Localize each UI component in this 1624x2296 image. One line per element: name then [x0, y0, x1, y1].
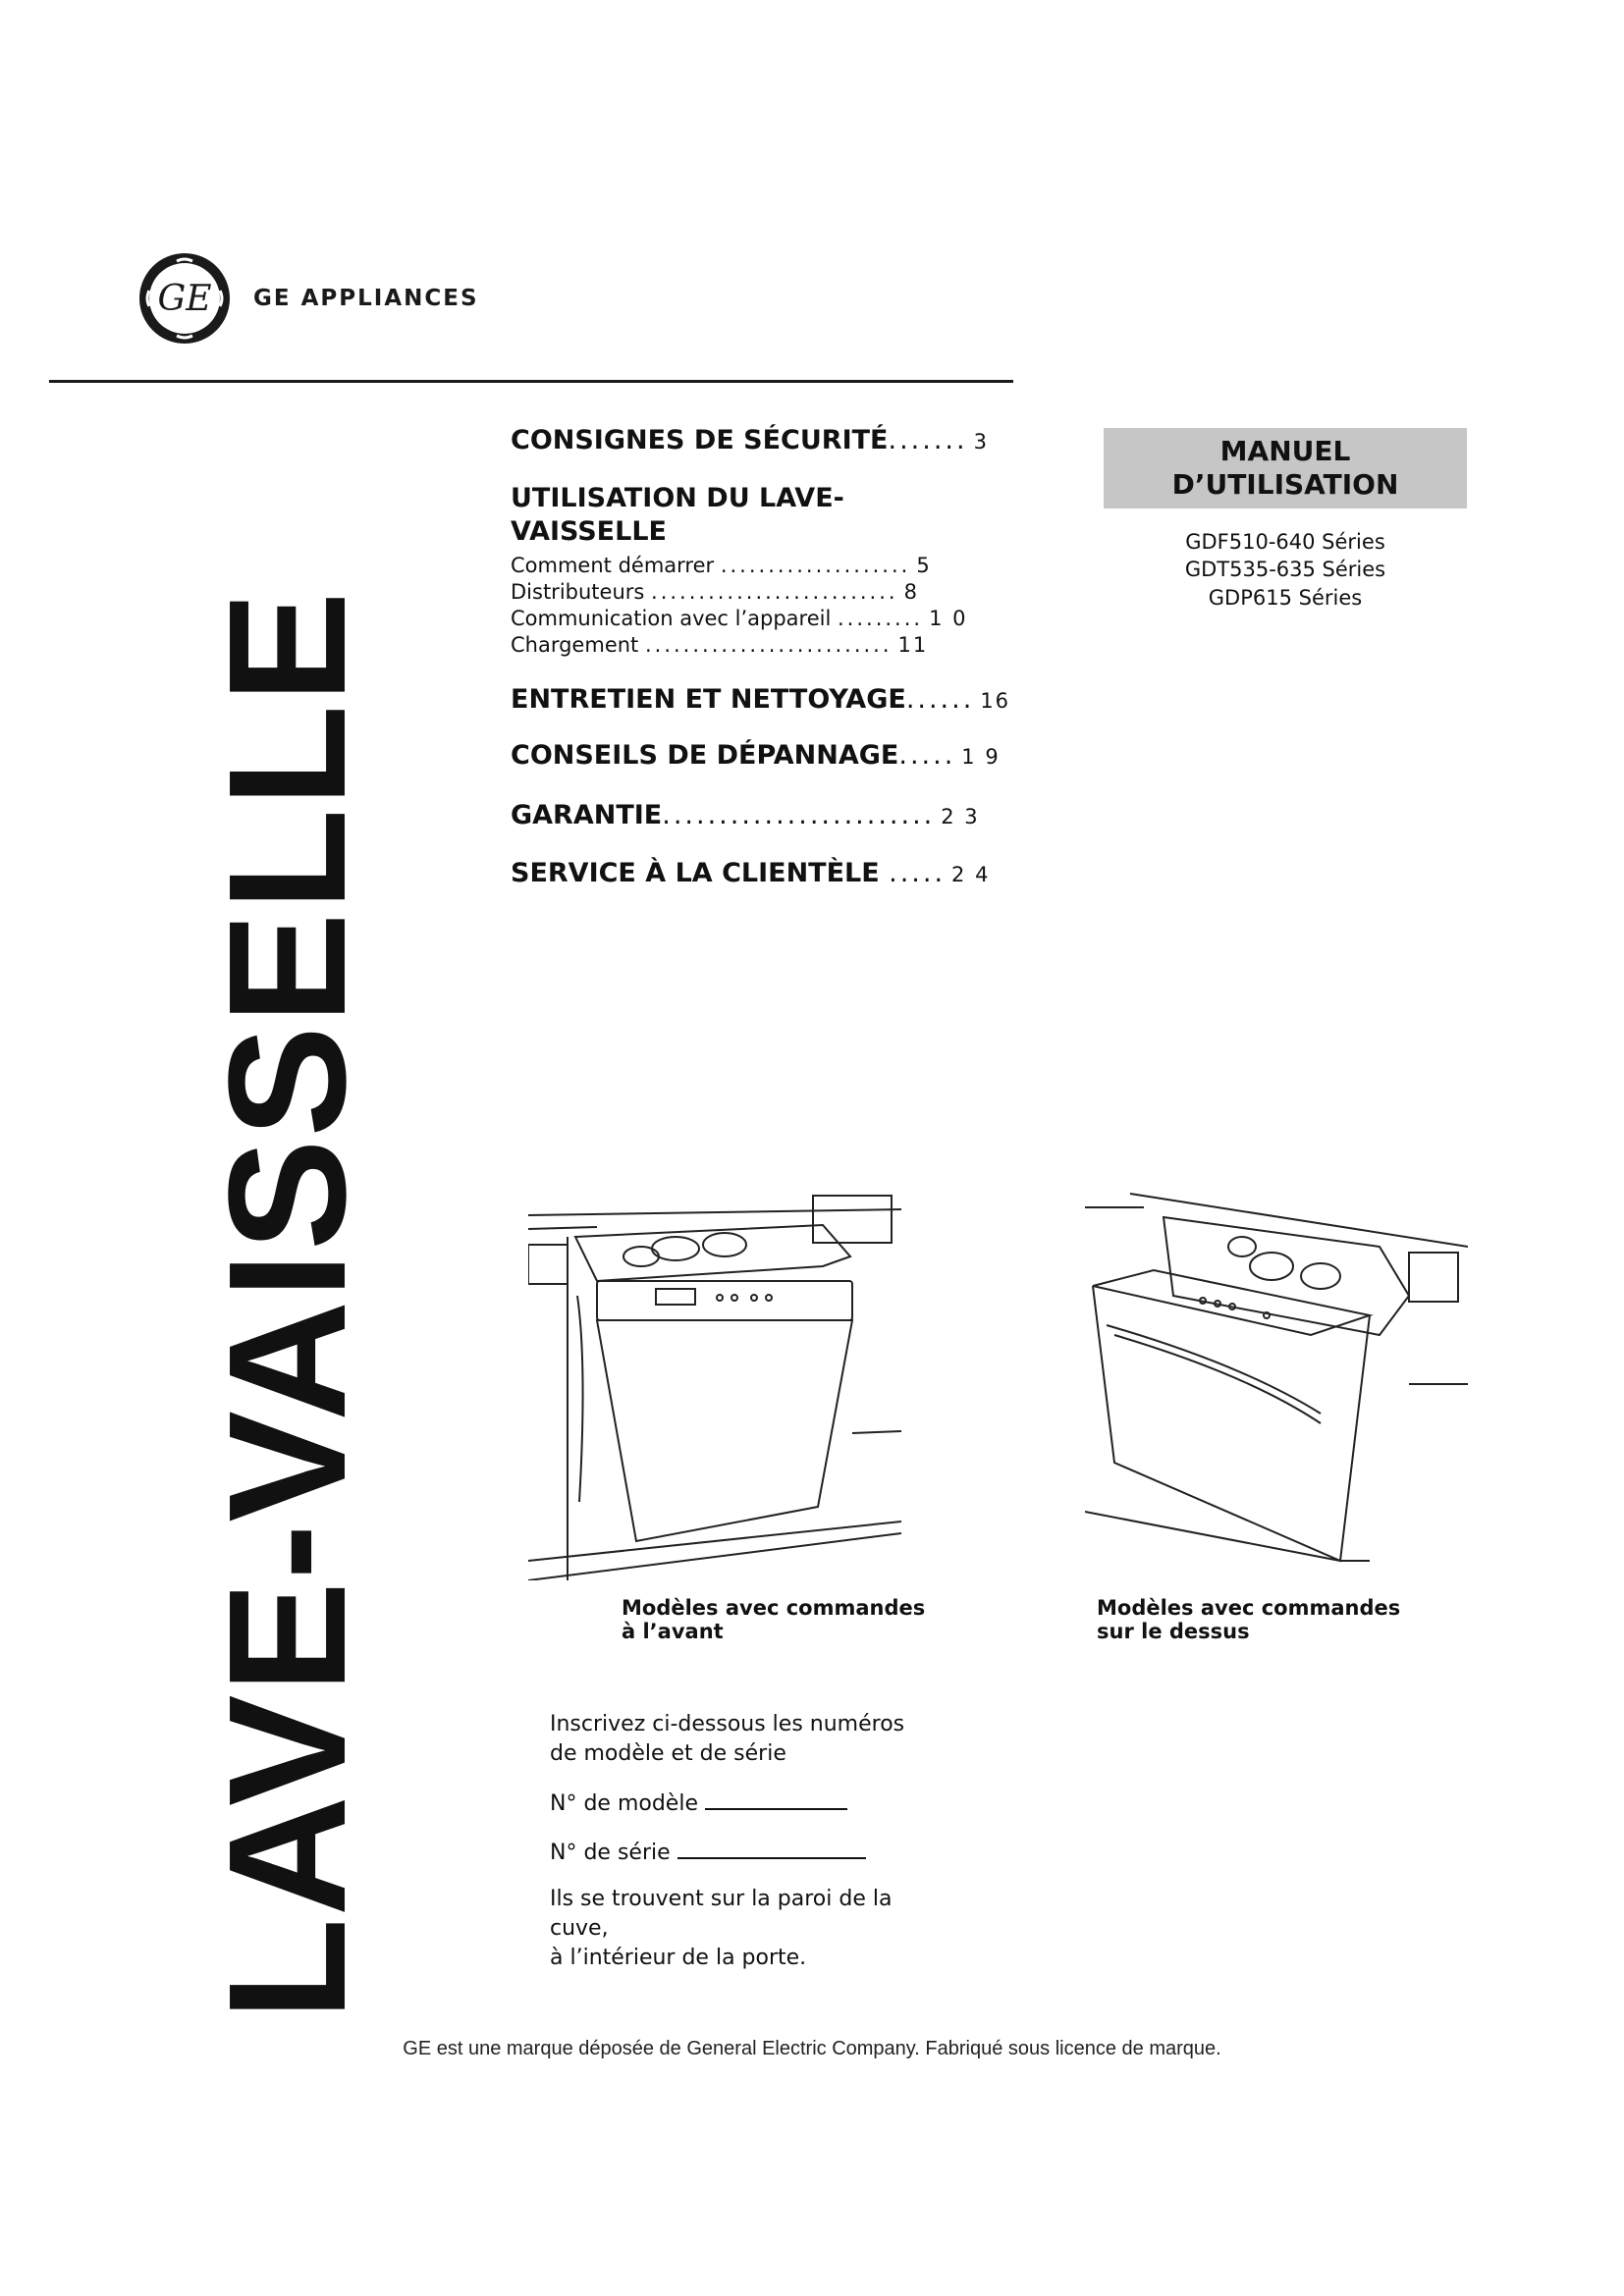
toc-page-number: 5	[916, 554, 932, 577]
serial-number-blank[interactable]	[677, 1836, 866, 1859]
toc-sub-label: Comment démarrer	[511, 554, 715, 577]
toc-page-number: 1 0	[929, 607, 968, 630]
brand-name: GE APPLIANCES	[253, 286, 479, 311]
toc-usage-line2: VAISSELLE	[511, 516, 667, 547]
toc-dots: ......	[905, 684, 975, 715]
location-line: à l’intérieur de la porte.	[550, 1946, 807, 1970]
toc-sub-item[interactable]	[511, 607, 967, 630]
front-controls-dishwasher-illustration	[528, 1188, 901, 1580]
toc-dots: ........................	[662, 800, 936, 830]
toc-warranty-label: GARANTIE	[511, 800, 663, 830]
toc-service-label: SERVICE À LA CLIENTÈLE	[511, 858, 880, 888]
serial-number-field[interactable]	[550, 1836, 866, 1868]
toc-page-number: 3	[973, 430, 989, 454]
manual-title-line1: MANUEL	[1219, 435, 1351, 467]
toc-maintenance[interactable]	[511, 684, 1010, 715]
ge-logo-icon	[137, 251, 232, 346]
vertical-title: LAVE-VAISSELLE	[194, 589, 381, 2020]
toc-safety-label: CONSIGNES DE SÉCURITÉ	[511, 425, 889, 455]
toc-sub-label: Distributeurs	[511, 580, 645, 604]
toc-page-number: 11	[897, 633, 929, 657]
model-number-field[interactable]	[550, 1787, 847, 1819]
toc-page-number: 8	[903, 580, 919, 604]
toc-page-number: 16	[980, 689, 1011, 713]
series-line: GDF510-640 Séries	[1185, 530, 1385, 554]
series-line: GDT535-635 Séries	[1184, 558, 1386, 581]
toc-troubleshooting[interactable]	[511, 740, 1001, 771]
toc-dots: .....	[889, 858, 947, 888]
caption-line: sur le dessus	[1097, 1620, 1250, 1643]
toc-page-number: 1 9	[961, 745, 1001, 769]
trademark-note: GE est une marque déposée de General Electric Company. Fabriqué sous licence de marque.	[403, 2038, 1221, 2059]
toc-maintenance-label: ENTRETIEN ET NETTOYAGE	[511, 684, 906, 715]
toc-dots: .......	[888, 425, 968, 455]
instruction-line: de modèle et de série	[550, 1741, 786, 1766]
toc-dots: .....	[898, 740, 956, 771]
toc-warranty[interactable]	[511, 800, 980, 830]
toc-sub-item[interactable]	[511, 633, 928, 657]
instruction-line: Inscrivez ci-dessous les numéros	[550, 1712, 905, 1736]
caption-line: à l’avant	[622, 1620, 724, 1643]
manual-title-line2: D’UTILISATION	[1171, 468, 1399, 501]
caption-front-controls	[622, 1596, 925, 1643]
header-divider	[49, 380, 1013, 383]
toc-usage-line1: UTILISATION DU LAVE-	[511, 483, 844, 513]
top-controls-dishwasher-illustration	[1085, 1188, 1468, 1590]
toc-sub-item[interactable]	[511, 554, 932, 577]
caption-top-controls	[1097, 1596, 1400, 1643]
serial-number-label: N° de série	[550, 1841, 671, 1865]
model-number-blank[interactable]	[705, 1787, 847, 1810]
record-instructions	[550, 1710, 904, 1769]
toc-sub-label: Chargement	[511, 633, 639, 657]
toc-sub-label: Communication avec l’appareil	[511, 607, 832, 630]
toc-service[interactable]	[511, 858, 990, 888]
toc-page-number: 2 4	[951, 863, 991, 886]
model-number-label: N° de modèle	[550, 1791, 698, 1816]
toc-dots: ..........................	[651, 580, 898, 604]
toc-troubleshooting-label: CONSEILS DE DÉPANNAGE	[511, 740, 899, 771]
toc-dots: ..........................	[644, 633, 893, 657]
toc-sub-item[interactable]	[511, 580, 919, 604]
caption-line: Modèles avec commandes	[1097, 1596, 1401, 1620]
toc-usage-heading[interactable]	[511, 482, 844, 549]
toc-dots: ....................	[720, 554, 911, 577]
caption-line: Modèles avec commandes	[622, 1596, 926, 1620]
logo-monogram: GE	[157, 279, 212, 319]
toc-page-number: 2 3	[941, 805, 980, 828]
toc-safety[interactable]	[511, 425, 989, 455]
series-line: GDP615 Séries	[1208, 586, 1363, 610]
location-line: cuve,	[550, 1916, 609, 1941]
toc-dots: .........	[838, 607, 924, 630]
location-note	[550, 1885, 892, 1973]
manual-title-box	[1104, 428, 1467, 508]
location-line: Ils se trouvent sur la paroi de la	[550, 1887, 893, 1911]
